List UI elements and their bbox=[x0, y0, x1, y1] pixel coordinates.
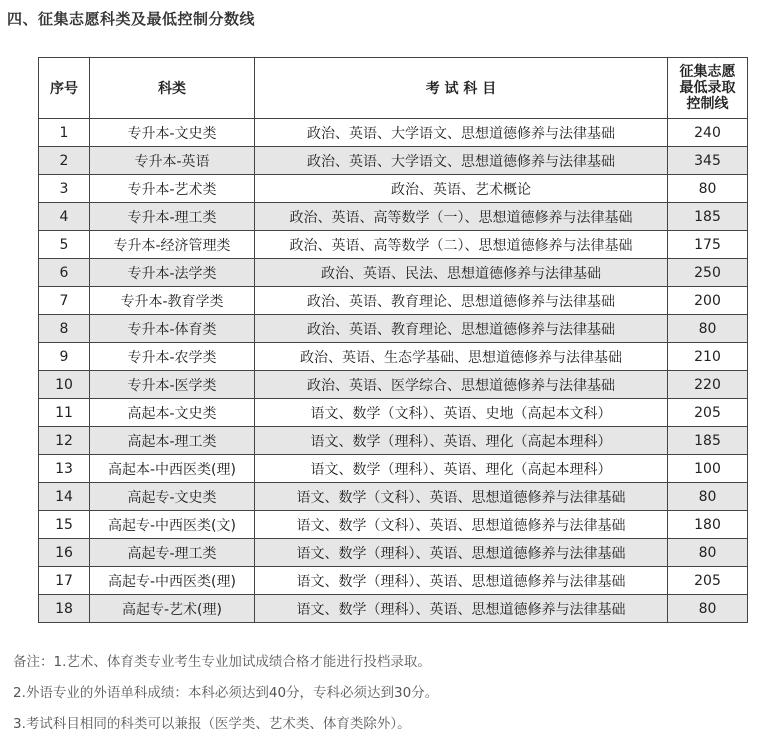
cell-subjects: 政治、英语、艺术概论 bbox=[255, 175, 668, 203]
cell-subjects: 政治、英语、大学语文、思想道德修养与法律基础 bbox=[255, 147, 668, 175]
admission-score-table bbox=[38, 57, 748, 623]
cell-subjects: 政治、英语、大学语文、思想道德修养与法律基础 bbox=[255, 119, 668, 147]
table-row bbox=[39, 203, 748, 231]
cell-category: 高起本-理工类 bbox=[90, 427, 255, 455]
notes bbox=[13, 647, 438, 740]
cell-subjects: 政治、英语、高等数学（一）、思想道德修养与法律基础 bbox=[255, 203, 668, 231]
cell-score: 210 bbox=[668, 343, 748, 371]
header-score-line2: 最低录取 bbox=[679, 80, 736, 96]
cell-no: 7 bbox=[39, 287, 90, 315]
cell-subjects: 政治、英语、高等数学（二）、思想道德修养与法律基础 bbox=[255, 231, 668, 259]
cell-subjects: 语文、数学（理科）、英语、理化（高起本理科） bbox=[255, 427, 668, 455]
header-category: 科类 bbox=[90, 58, 255, 119]
header-subjects: 考 试 科 目 bbox=[255, 58, 668, 119]
cell-no: 9 bbox=[39, 343, 90, 371]
table-row bbox=[39, 343, 748, 371]
cell-no: 1 bbox=[39, 119, 90, 147]
cell-score: 80 bbox=[668, 483, 748, 511]
cell-score: 250 bbox=[668, 259, 748, 287]
table-row bbox=[39, 539, 748, 567]
cell-score: 100 bbox=[668, 455, 748, 483]
table-row bbox=[39, 483, 748, 511]
cell-category: 专升本-教育学类 bbox=[90, 287, 255, 315]
cell-subjects: 语文、数学（文科）、英语、思想道德修养与法律基础 bbox=[255, 483, 668, 511]
cell-subjects: 政治、英语、民法、思想道德修养与法律基础 bbox=[255, 259, 668, 287]
cell-category: 专升本-艺术类 bbox=[90, 175, 255, 203]
table-row bbox=[39, 315, 748, 343]
header-no: 序号 bbox=[39, 58, 90, 119]
cell-no: 6 bbox=[39, 259, 90, 287]
table-row bbox=[39, 455, 748, 483]
table-row bbox=[39, 567, 748, 595]
header-score-line3: 控制线 bbox=[686, 96, 729, 112]
cell-category: 专升本-英语 bbox=[90, 147, 255, 175]
table-row bbox=[39, 287, 748, 315]
cell-score: 205 bbox=[668, 567, 748, 595]
cell-score: 200 bbox=[668, 287, 748, 315]
cell-no: 12 bbox=[39, 427, 90, 455]
cell-no: 4 bbox=[39, 203, 90, 231]
cell-no: 14 bbox=[39, 483, 90, 511]
cell-no: 2 bbox=[39, 147, 90, 175]
cell-score: 240 bbox=[668, 119, 748, 147]
table-row bbox=[39, 427, 748, 455]
table-row bbox=[39, 371, 748, 399]
header-min-score bbox=[668, 58, 748, 119]
cell-category: 专升本-体育类 bbox=[90, 315, 255, 343]
cell-subjects: 语文、数学（理科）、英语、思想道德修养与法律基础 bbox=[255, 539, 668, 567]
note-1: 备注：1.艺术、体育类专业考生专业加试成绩合格才能进行投档录取。 bbox=[13, 654, 431, 670]
table-header-row bbox=[39, 58, 748, 119]
cell-score: 185 bbox=[668, 203, 748, 231]
table-row bbox=[39, 119, 748, 147]
cell-subjects: 语文、数学（理科）、英语、理化（高起本理科） bbox=[255, 455, 668, 483]
cell-score: 345 bbox=[668, 147, 748, 175]
cell-subjects: 政治、英语、教育理论、思想道德修养与法律基础 bbox=[255, 287, 668, 315]
cell-score: 180 bbox=[668, 511, 748, 539]
cell-score: 80 bbox=[668, 175, 748, 203]
header-score-line1: 征集志愿 bbox=[679, 64, 736, 80]
cell-no: 16 bbox=[39, 539, 90, 567]
cell-no: 15 bbox=[39, 511, 90, 539]
cell-category: 高起专-文史类 bbox=[90, 483, 255, 511]
cell-score: 80 bbox=[668, 539, 748, 567]
cell-subjects: 政治、英语、医学综合、思想道德修养与法律基础 bbox=[255, 371, 668, 399]
cell-category: 高起专-艺术(理) bbox=[90, 595, 255, 623]
cell-score: 175 bbox=[668, 231, 748, 259]
cell-category: 专升本-法学类 bbox=[90, 259, 255, 287]
cell-category: 专升本-经济管理类 bbox=[90, 231, 255, 259]
cell-no: 18 bbox=[39, 595, 90, 623]
cell-category: 专升本-文史类 bbox=[90, 119, 255, 147]
cell-no: 8 bbox=[39, 315, 90, 343]
cell-category: 高起专-中西医类(理) bbox=[90, 567, 255, 595]
cell-category: 高起本-中西医类(理) bbox=[90, 455, 255, 483]
cell-category: 专升本-理工类 bbox=[90, 203, 255, 231]
table-row bbox=[39, 147, 748, 175]
cell-subjects: 语文、数学（理科）、英语、思想道德修养与法律基础 bbox=[255, 567, 668, 595]
note-3: 3.考试科目相同的科类可以兼报（医学类、艺术类、体育类除外）。 bbox=[13, 716, 411, 732]
note-2: 2.外语专业的外语单科成绩：本科必须达到40分，专科必须达到30分。 bbox=[13, 685, 439, 701]
table-row bbox=[39, 175, 748, 203]
cell-category: 高起专-中西医类(文) bbox=[90, 511, 255, 539]
table-row bbox=[39, 595, 748, 623]
cell-score: 80 bbox=[668, 315, 748, 343]
table-row bbox=[39, 511, 748, 539]
cell-category: 专升本-医学类 bbox=[90, 371, 255, 399]
cell-score: 80 bbox=[668, 595, 748, 623]
cell-category: 专升本-农学类 bbox=[90, 343, 255, 371]
cell-score: 220 bbox=[668, 371, 748, 399]
table-row bbox=[39, 399, 748, 427]
cell-no: 10 bbox=[39, 371, 90, 399]
cell-subjects: 语文、数学（文科）、英语、思想道德修养与法律基础 bbox=[255, 511, 668, 539]
cell-subjects: 政治、英语、教育理论、思想道德修养与法律基础 bbox=[255, 315, 668, 343]
cell-no: 13 bbox=[39, 455, 90, 483]
cell-no: 17 bbox=[39, 567, 90, 595]
cell-category: 高起专-理工类 bbox=[90, 539, 255, 567]
cell-score: 185 bbox=[668, 427, 748, 455]
table-row bbox=[39, 231, 748, 259]
cell-subjects: 语文、数学（理科）、英语、思想道德修养与法律基础 bbox=[255, 595, 668, 623]
cell-no: 5 bbox=[39, 231, 90, 259]
cell-score: 205 bbox=[668, 399, 748, 427]
cell-category: 高起本-文史类 bbox=[90, 399, 255, 427]
cell-no: 11 bbox=[39, 399, 90, 427]
cell-no: 3 bbox=[39, 175, 90, 203]
cell-subjects: 语文、数学（文科）、英语、史地（高起本文科） bbox=[255, 399, 668, 427]
cell-subjects: 政治、英语、生态学基础、思想道德修养与法律基础 bbox=[255, 343, 668, 371]
section-heading: 四、征集志愿科类及最低控制分数线 bbox=[7, 10, 256, 28]
table-row bbox=[39, 259, 748, 287]
